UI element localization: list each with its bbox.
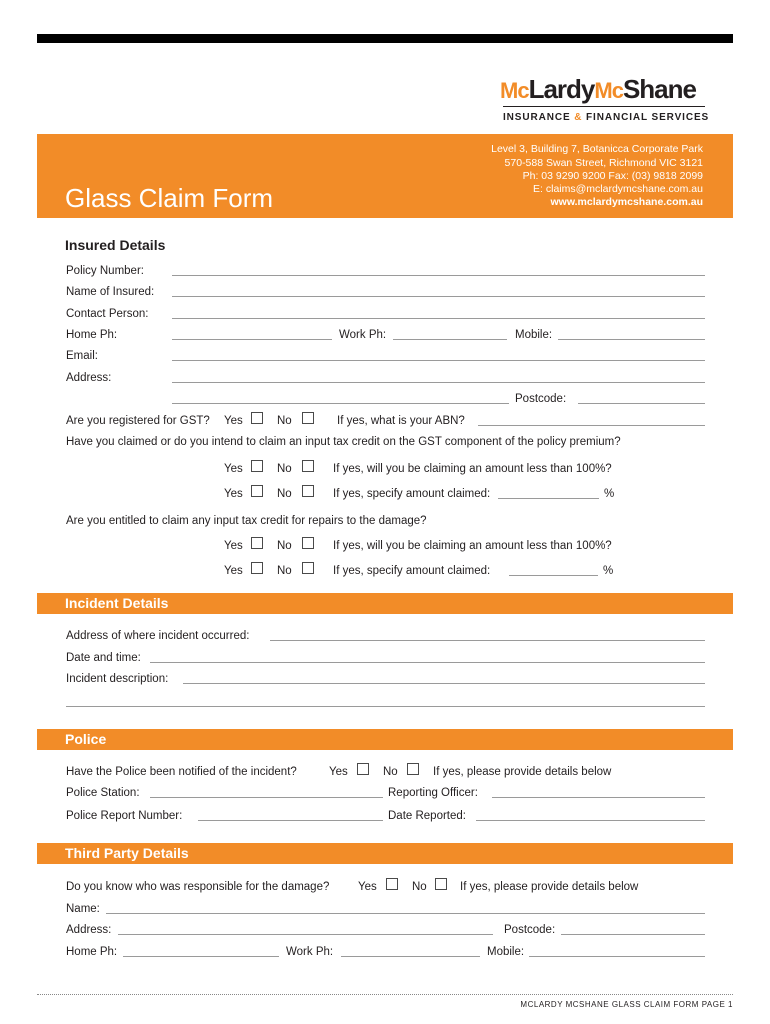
premium-amount-field[interactable] <box>498 498 599 499</box>
third-party-provide-details: If yes, please provide details below <box>460 881 639 893</box>
postcode-field[interactable] <box>578 403 705 404</box>
email-label: Email: <box>66 350 98 362</box>
responsible-yes-checkbox[interactable] <box>386 878 398 890</box>
name-of-insured-field[interactable] <box>172 296 705 297</box>
date-time-field[interactable] <box>150 662 705 663</box>
third-party-work-ph-label: Work Ph: <box>286 946 334 958</box>
premium-amount-no-label: No <box>277 488 292 500</box>
repairs-no-checkbox[interactable] <box>302 537 314 549</box>
third-party-work-ph-field[interactable] <box>341 956 480 957</box>
policy-number-label: Policy Number: <box>66 265 144 277</box>
police-yes-label: Yes <box>329 766 348 778</box>
top-bar <box>37 34 733 43</box>
repairs-amount-field[interactable] <box>509 575 598 576</box>
gst-yes-label: Yes <box>224 415 243 427</box>
company-website[interactable]: www.mclardymcshane.com.au <box>550 196 703 208</box>
police-station-label: Police Station: <box>66 787 140 799</box>
premium-specify-label: If yes, specify amount claimed: <box>333 488 491 500</box>
premium-amount-yes-label: Yes <box>224 488 243 500</box>
abn-field[interactable] <box>478 425 705 426</box>
incident-description-field[interactable] <box>183 683 705 684</box>
police-report-number-field[interactable] <box>198 820 383 821</box>
responsible-no-checkbox[interactable] <box>435 878 447 890</box>
repairs-amount-no-checkbox[interactable] <box>302 562 314 574</box>
responsible-no-label: No <box>412 881 427 893</box>
incident-details-header <box>37 593 733 614</box>
third-party-postcode-field[interactable] <box>561 934 705 935</box>
incident-address-field[interactable] <box>270 640 705 641</box>
responsible-question: Do you know who was responsible for the damage? <box>66 881 330 893</box>
repairs-yes-checkbox[interactable] <box>251 537 263 549</box>
police-notified-question: Have the Police been notified of the incident? <box>66 766 297 778</box>
work-ph-label: Work Ph: <box>339 329 387 341</box>
company-logo: McLardyMcShane <box>500 74 696 104</box>
police-no-label: No <box>383 766 398 778</box>
third-party-address-field[interactable] <box>118 934 493 935</box>
repairs-percent-label: % <box>603 565 614 577</box>
premium-less-than-question: If yes, will you be claiming an amount less than 100%? <box>333 463 612 475</box>
premium-yes-checkbox[interactable] <box>251 460 263 472</box>
company-phone: Ph: 03 9290 9200 Fax: (03) 9818 2099 <box>522 170 703 182</box>
gst-question: Are you registered for GST? <box>66 415 210 427</box>
page-title: Glass Claim Form <box>65 183 274 213</box>
policy-number-field[interactable] <box>172 275 705 276</box>
contact-person-label: Contact Person: <box>66 308 149 320</box>
premium-yes-label: Yes <box>224 463 243 475</box>
police-header <box>37 729 733 750</box>
abn-label: If yes, what is your ABN? <box>337 415 465 427</box>
gst-yes-checkbox[interactable] <box>251 412 263 424</box>
third-party-name-label: Name: <box>66 903 100 915</box>
reporting-officer-label: Reporting Officer: <box>388 787 478 799</box>
input-tax-question: Have you claimed or do you intend to claim an input tax credit on the GST component of the policy premium? <box>66 436 621 448</box>
police-no-checkbox[interactable] <box>407 763 419 775</box>
police-provide-details: If yes, please provide details below <box>433 766 612 778</box>
date-reported-field[interactable] <box>476 820 705 821</box>
reporting-officer-field[interactable] <box>492 797 705 798</box>
third-party-postcode-label: Postcode: <box>504 924 556 936</box>
responsible-yes-label: Yes <box>358 881 377 893</box>
police-heading: Police <box>65 731 107 747</box>
third-party-mobile-field[interactable] <box>529 956 705 957</box>
incident-description-field-line2[interactable] <box>66 706 705 707</box>
third-party-name-field[interactable] <box>106 913 705 914</box>
home-ph-label: Home Ph: <box>66 329 118 341</box>
repairs-less-than-question: If yes, will you be claiming an amount less than 100%? <box>333 540 612 552</box>
incident-address-label: Address of where incident occurred: <box>66 630 250 642</box>
repairs-no-label: No <box>277 540 292 552</box>
repairs-yes-label: Yes <box>224 540 243 552</box>
repairs-amount-no-label: No <box>277 565 292 577</box>
company-tagline: INSURANCE & FINANCIAL SERVICES <box>503 112 710 123</box>
premium-percent-label: % <box>604 488 615 500</box>
gst-no-label: No <box>277 415 292 427</box>
mobile-field[interactable] <box>558 339 705 340</box>
logo-divider <box>503 106 705 107</box>
third-party-home-ph-field[interactable] <box>123 956 279 957</box>
third-party-heading: Third Party Details <box>65 845 189 861</box>
incident-details-heading: Incident Details <box>65 595 169 611</box>
company-email[interactable]: E: claims@mclardymcshane.com.au <box>533 183 703 195</box>
date-reported-label: Date Reported: <box>388 810 466 822</box>
company-address-line2: 570-588 Swan Street, Richmond VIC 3121 <box>504 157 703 169</box>
email-field[interactable] <box>172 360 705 361</box>
incident-description-label: Incident description: <box>66 673 169 685</box>
name-of-insured-label: Name of Insured: <box>66 286 155 298</box>
mobile-label: Mobile: <box>515 329 553 341</box>
repairs-question: Are you entitled to claim any input tax credit for repairs to the damage? <box>66 515 427 527</box>
third-party-address-label: Address: <box>66 924 112 936</box>
address-field-line2[interactable] <box>172 403 509 404</box>
repairs-specify-label: If yes, specify amount claimed: <box>333 565 491 577</box>
work-ph-field[interactable] <box>393 339 507 340</box>
date-time-label: Date and time: <box>66 652 141 664</box>
contact-person-field[interactable] <box>172 318 705 319</box>
third-party-header <box>37 843 733 864</box>
address-label: Address: <box>66 372 112 384</box>
third-party-mobile-label: Mobile: <box>487 946 525 958</box>
company-address-line1: Level 3, Building 7, Botanicca Corporate Park <box>491 143 703 155</box>
home-ph-field[interactable] <box>172 339 332 340</box>
premium-no-checkbox[interactable] <box>302 460 314 472</box>
gst-no-checkbox[interactable] <box>302 412 314 424</box>
premium-amount-no-checkbox[interactable] <box>302 485 314 497</box>
repairs-amount-yes-checkbox[interactable] <box>251 562 263 574</box>
third-party-home-ph-label: Home Ph: <box>66 946 118 958</box>
insured-details-heading: Insured Details <box>65 237 166 253</box>
page-footer: MCLARDY MCSHANE GLASS CLAIM FORM PAGE 1 <box>520 1000 733 1009</box>
address-field[interactable] <box>172 382 705 383</box>
police-station-field[interactable] <box>150 797 383 798</box>
premium-amount-yes-checkbox[interactable] <box>251 485 263 497</box>
police-yes-checkbox[interactable] <box>357 763 369 775</box>
police-report-number-label: Police Report Number: <box>66 810 183 822</box>
premium-no-label: No <box>277 463 292 475</box>
repairs-amount-yes-label: Yes <box>224 565 243 577</box>
footer-divider <box>37 994 733 995</box>
postcode-label: Postcode: <box>515 393 567 405</box>
